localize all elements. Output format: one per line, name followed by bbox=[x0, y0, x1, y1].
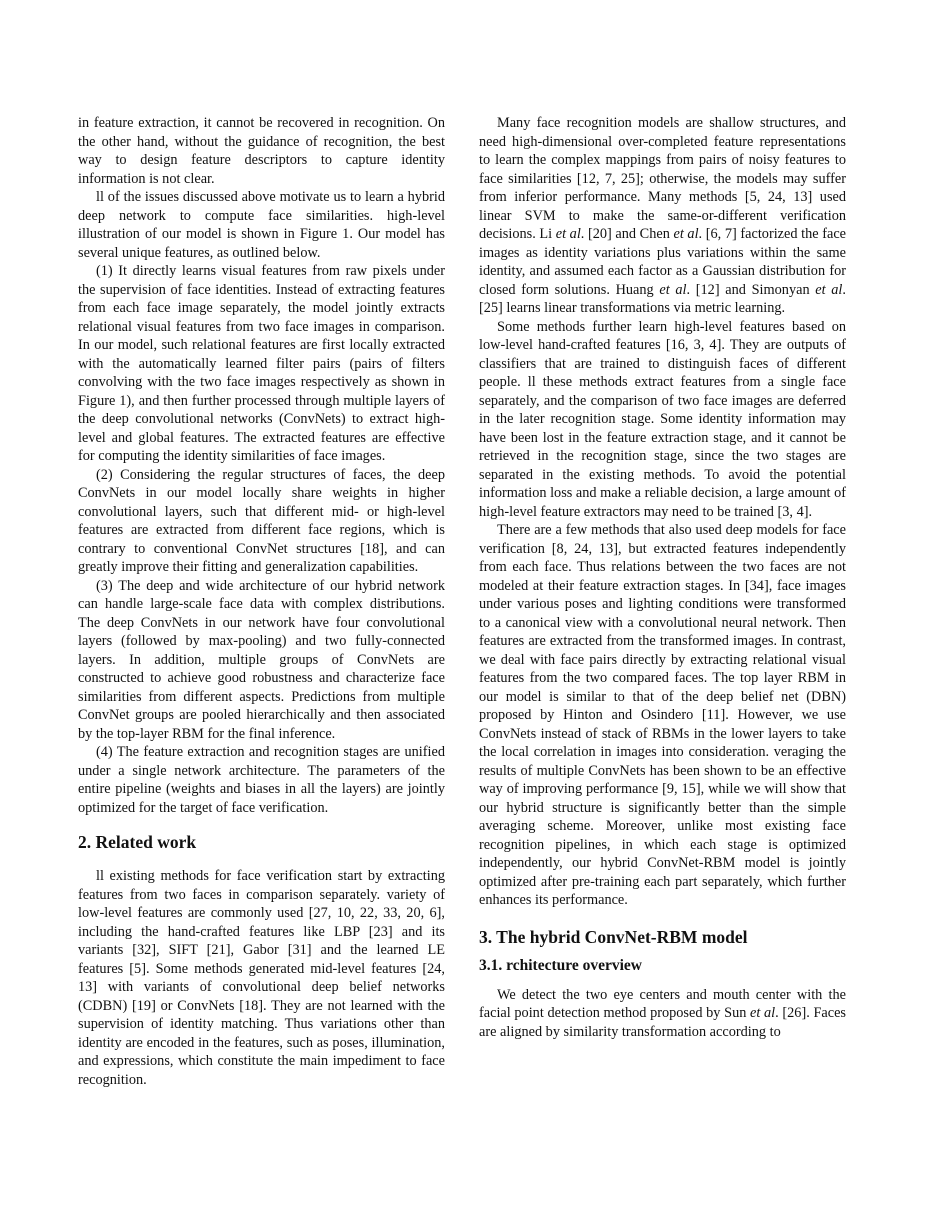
text-run: . [26]. Faces are aligned by similarity transformation according to bbox=[479, 1005, 846, 1040]
et-al: et al bbox=[555, 226, 581, 242]
subsection-heading-architecture: 3.1. rchitecture overview bbox=[479, 956, 642, 974]
text-run: . [12] and Simonyan bbox=[686, 281, 816, 298]
paragraph bbox=[479, 986, 846, 1042]
section-heading-hybrid-model: 3. The hybrid ConvNet-RBM model bbox=[479, 926, 748, 947]
et-al: et al bbox=[815, 281, 843, 298]
et-al: et al bbox=[750, 1005, 776, 1021]
right-column bbox=[479, 114, 846, 1041]
paragraph: (3) The deep and wide architecture of our hybrid network can handle large-scale face data with complex distributions. The deep ConvNets in our network have four convolutional layers (followed by max-pooling) and two fully-connected layers. In addition, multiple groups of ConvNets are constructed to achieve good robustness and characterize face similarities from different aspects. Predictions from multiple ConvNet groups are pooled hierarchically and then associated by the top-layer RBM for the final inference. bbox=[78, 577, 445, 742]
paragraph: ll of the issues discussed above motivate us to learn a hybrid deep network to compute face similarities. high-level illustration of our model is shown in Figure 1. Our model has several unique features, as outlined below. bbox=[78, 189, 445, 261]
paragraph: (1) It directly learns visual features from raw pixels under the supervision of face identities. Instead of extracting features from each face image separately, the model jointly extracts relational visual features from two face images in comparison. In our model, such relational features are first locally extracted with the automatically learned filter pairs (pairs of filters convolving with the two face images respectively as shown in Figure 1), and then further processed through multiple layers of the deep convolutional networks (ConvNets) to extract high-level and global features. The extracted features are effective for computing the identity similarities of face images. bbox=[78, 263, 445, 464]
paragraph: Some methods further learn high-level features based on low-level hand-crafted features [16, 3, 4]. They are outputs of classifiers that are trained to distinguish faces of different people. ll these methods extract features from a single face separately, and the comparison of two face images are deferred in the later recognition stage. Some identity information may have been lost in the feature extraction stage, and it cannot be retrieved in the recognition stage, since the two stages are separated in the existing methods. To avoid the potential information loss and make a reliable decision, a large amount of high-level feature extractors may need to be trained [3, 4]. bbox=[479, 318, 846, 520]
paragraph: (4) The feature extraction and recognition stages are unified under a single network architecture. The parameters of the entire pipeline (weights and biases in all the layers) are jointly optimized for the target of face verification. bbox=[78, 744, 445, 816]
paragraph: There are a few methods that also used deep models for face verification [8, 24, 13], but extracted features independently from each face. Thus relations between the two faces are not modeled at their feature extraction stages. In [34], face images under various poses and lighting conditions were transformed to a canonical view with a convolutional neural network. Then features are extracted from the transformed images. In contrast, we deal with face pairs directly by extracting relational visual features from the two compared faces. The top layer RBM in our model is similar to that of the deep belief net (DBN) proposed by Hinton and Osindero [11]. However, we use ConvNets instead of stack of RBMs in the lower layers to take the local correlation in images into consideration. veraging the results of multiple ConvNets has been shown to be an effective way of improving performance [9, 15], while we will show that our hybrid structure is significantly better than the simple averaging scheme. Moreover, unlike most existing face recognition pipelines, in which each stage is optimized independently, our hybrid ConvNet-RBM model is jointly optimized after pre-training each part separately, which further enhances its performance. bbox=[479, 522, 846, 908]
paragraph: (2) Considering the regular structures of faces, the deep ConvNets in our model locally share weights in higher convolutional layers, such that different mid- or high-level features are extracted from different face regions, which is contrary to conventional ConvNet structures [18], and can greatly improve their fitting and generalization capabilities. bbox=[78, 466, 445, 575]
paragraph: in feature extraction, it cannot be recovered in recognition. On the other hand, without the guidance of recognition, the best way to design feature descriptors to capture identity information is not clear. bbox=[78, 115, 445, 187]
paragraph: ll existing methods for face verification start by extracting features from two faces in comparison separately. variety of low-level features are commonly used [27, 10, 22, 33, 20, 6], including the hand-crafted features like LBP [23] and its variants [32], SIFT [21], Gabor [31] and the learned LE features [5]. Some methods generated mid-level features [24, 13] with variants of convolutional deep belief networks (CDBN) [19] or ConvNets [18]. They are not learned with the supervision of identity matching. Thus variations other than identity are encoded in the features, such as poses, illumination, and expressions, which constitute the main impediment to face recognition. bbox=[78, 868, 445, 1088]
et-al: et al bbox=[673, 226, 699, 242]
left-column bbox=[78, 114, 445, 1089]
text-run: We detect the two eye centers and mouth center with the facial point detection method proposed by Sun bbox=[479, 986, 846, 1021]
et-al: et al bbox=[659, 281, 687, 298]
text-run: . [25] learns linear transformations via metric learning. bbox=[479, 281, 846, 316]
section-heading-related-work: 2. Related work bbox=[78, 832, 197, 852]
text-run: . [20] and Chen bbox=[580, 226, 674, 242]
text-run: Many face recognition models are shallow structures, and need high-dimensional over-completed feature representations to learn the complex mappings from pairs of noisy features to face similarities [12, 7, 25]; otherwise, the models may suffer from inferior performance. Many methods [5, 24, 13] used linear SVM to make the same-or-different verification decisions. Li bbox=[479, 115, 846, 242]
text-run: . [6, 7] factorized the face images as identity variations plus variations within the same identity, and assumed each factor as a Gaussian distribution for closed form solutions. Huang bbox=[479, 226, 847, 298]
paragraph bbox=[479, 114, 846, 318]
